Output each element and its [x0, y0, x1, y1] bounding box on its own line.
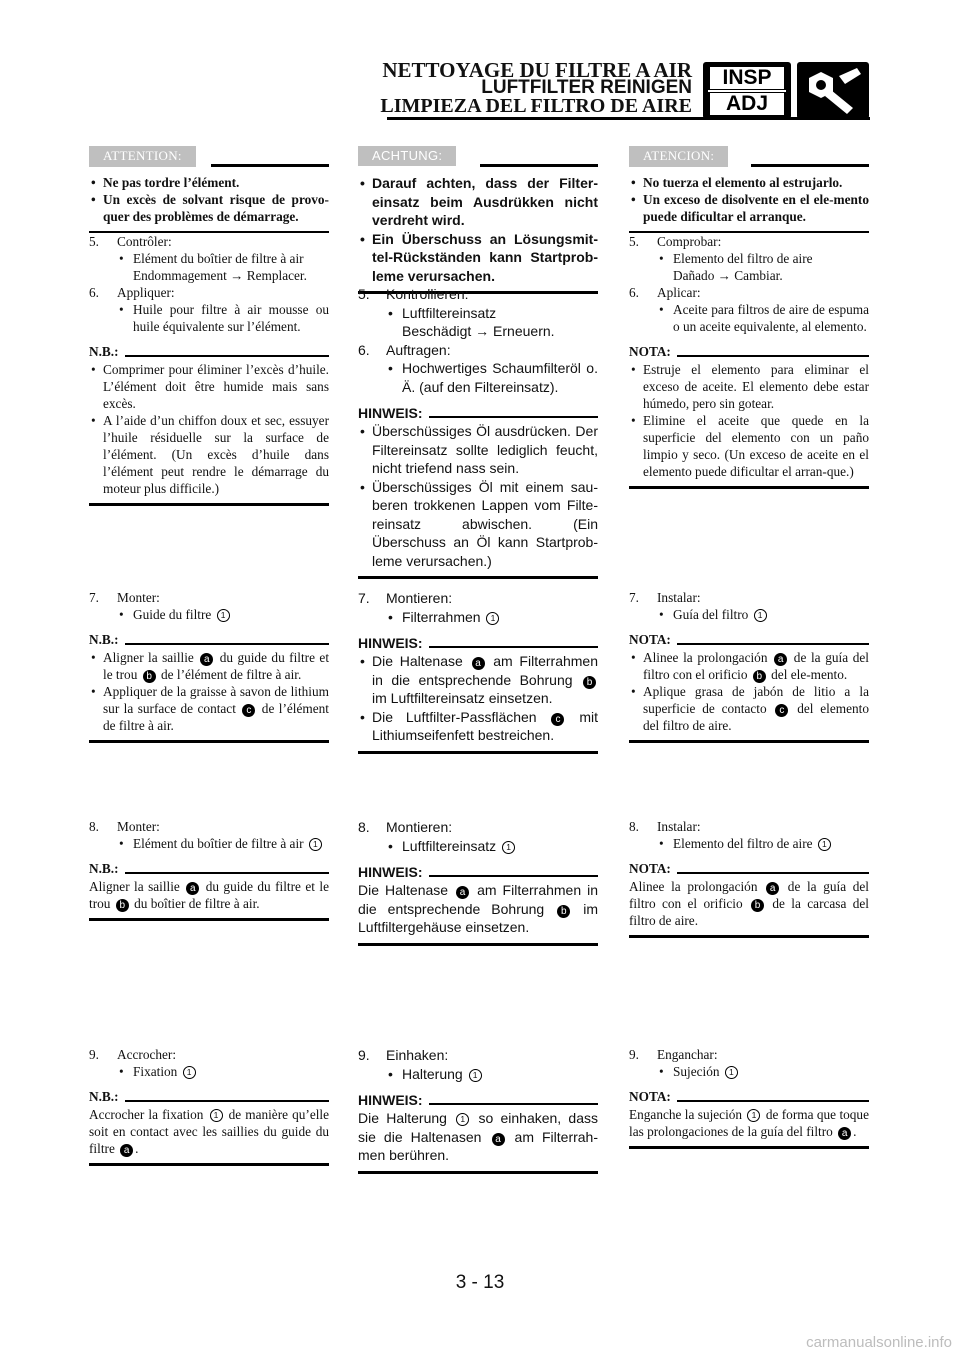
es-warning-1: • No tuerza el elemento al estrujarlo. [629, 174, 869, 191]
fr-attention-label: ATTENTION: [89, 146, 196, 167]
de-steps-5-6: 5. Kontrollieren: • Luftfiltereinsatz Beschädigt → Erneuern. 6. Auftragen: • Hochwertiges Schaumfilteröl o. Ä. (auf den Filtereinsatz). HINWEIS: • Überschüssiges Öl ausdrücken. Der Filtereinsatz sollte lediglich feucht, nicht triefend nass sein. • Überschüssiges Öl mit einem sau-beren trokkenen Lappen vom Filte-reinsatz abwischen. (Ein Überschuss an Öl kann Startprob-leme verursachen.) [358, 285, 598, 579]
de-step8: 8. Montieren: • Luftfiltereinsatz 1 HINWEIS: Die Haltenase a am Filterrahmen in die entsprechende Bohrung b im Luftfiltergehäuse einsetzen. [358, 818, 598, 946]
fr-step5-title: Contrôler: [117, 234, 172, 249]
badge-insp: INSP [710, 67, 784, 89]
title-de: LUFTFILTER REINIGEN [481, 77, 692, 98]
fr-step6-item: • Huile pour filtre à air mousse ou huile équivalente sur l’élément. [117, 301, 329, 335]
es-steps-5-6: 5. Comprobar: • Elemento del filtro de aire Dañado → Cambiar. 6. Aplicar: • Aceite para filtros de aire de espuma o un aceite equivalente, al elemento. NOTA: • Estruje el elemento para eliminar el exceso de aceite. El elemento debe estar húmedo, pero sin gotear. • Elimine el aceite que quede en la superficie del elemento con un paño limpio y seco. (Un exceso de aceite en el elemento puede dificultar el arran-que.) [629, 233, 869, 489]
title-es: LIMPIEZA DEL FILTRO DE AIRE [380, 95, 692, 117]
es-nota-label: NOTA: [629, 343, 677, 360]
fr-nb-label: N.B.: [89, 343, 125, 360]
callout-1-icon: 1 [309, 838, 322, 851]
es-atencion-block [629, 146, 869, 233]
fr-nb6-2: • A l’aide d’un chiffon doux et sec, essuyer l’huile résiduelle sur la surface de l’élément. (Un excès d’huile dans l’élément peut rendre le démarrage du moteur plus difficile.) [89, 412, 329, 497]
fr-step5-item: • Elément du boîtier de filtre à air [117, 250, 329, 267]
fr-steps-5-6: 5. Contrôler: • Elément du boîtier de filtre à air Endommagement → Remplacer. 6. Appliquer: • Huile pour filtre à air mousse ou huile équivalente sur l’élément. N.B.: • Comprimer pour éliminer l’excès d’huile. L’élément doit être humide mais sans excès. • A l’aide d’un chiffon doux et sec, essuyer l’huile résiduelle sur la surface de l’élément. (Un excès d’huile dans l’élément peut rendre le démarrage du moteur plus difficile.) [89, 233, 329, 506]
de-achtung-label: ACHTUNG: [358, 146, 456, 166]
page-number: 3 - 13 [455, 1272, 505, 1293]
fr-warning-2: • Un excès de solvant risque de provo-quer des problèmes de démarrage. [89, 191, 329, 225]
watermark: carmanualsonline.info [806, 1334, 952, 1351]
callout-b-icon: b [116, 899, 129, 912]
fr-nb6-1: • Comprimer pour éliminer l’excès d’huile. L’élément doit être humide mais sans excès. [89, 361, 329, 412]
de-step9: 9. Einhaken: • Halterung 1 HINWEIS: Die Halterung 1 so einhaken, dass sie die Haltenasen a am Filterrah-men berühren. [358, 1046, 598, 1174]
fr-step6-title: Appliquer: [117, 285, 175, 300]
callout-1-icon: 1 [217, 609, 230, 622]
fr-attention-block [89, 146, 329, 233]
es-warning-2: • Un exceso de disolvente en el ele-mento puede dificultar el arranque. [629, 191, 869, 225]
badge-adj: ADJ [710, 93, 784, 115]
callout-1-icon: 1 [183, 1066, 196, 1079]
de-warning-1: • Darauf achten, dass der Filter-einsatz beim Ausdrükken nicht verdreht wird. [358, 174, 598, 230]
de-step7: 7. Montieren: • Filterrahmen 1 HINWEIS: • Die Haltenase a am Filterrahmen in die entsprechende Bohrung b im Luftfiltereinsatz einsetzen. • Die Luftfilter-Passflächen c mit Lithiumseifenfett bestreichen. [358, 589, 598, 754]
es-step7: 7. Instalar: • Guía del filtro 1 NOTA: • Alinee la prolongación a de la guía del filtro con el orificio b del ele-mento. • Aplique grasa de jabón de litio a la superficie de contacto c del elemento del filtro de aire. [629, 589, 869, 743]
es-atencion-label: ATENCION: [629, 146, 728, 167]
callout-b-icon: b [143, 670, 156, 683]
callout-c-icon: c [242, 704, 255, 717]
insp-adj-badge [703, 62, 791, 119]
es-step8: 8. Instalar: • Elemento del filtro de aire 1 NOTA: Alinee la prolongación a de la guía del filtro con el orificio b de la carcasa del filtro de aire. [629, 818, 869, 938]
fr-step8: 8. Monter: • Elément du boîtier de filtre à air 1 N.B.: Aligner la saillie a du guide du filtre et le trou b du boîtier de filtre à air. [89, 818, 329, 921]
de-hinweis-label: HINWEIS: [358, 404, 429, 423]
callout-a-icon: a [186, 882, 199, 895]
wrench-tool-icon [797, 62, 869, 119]
es-step9: 9. Enganchar: • Sujeción 1 NOTA: Enganche la sujeción 1 de forma que toque las prolongaciones de la guía del filtro a . [629, 1046, 869, 1149]
title-fr: NETTOYAGE DU FILTRE A AIR [382, 58, 692, 82]
de-warning-2: • Ein Überschuss an Lösungsmit-tel-Rückständen kann Startprob-leme verursachen. [358, 230, 598, 286]
fr-warning-1: • Ne pas tordre l’élément. [89, 174, 329, 191]
fr-step7: 7. Monter: • Guide du filtre 1 N.B.: • Aligner la saillie a du guide du filtre et le trou b de l’élément de filtre à air. • Appliquer de la graisse à savon de lithium sur la surface de contact c de l’élément de filtre à air. [89, 589, 329, 743]
fr-step9: 9. Accrocher: • Fixation 1 N.B.: Accrocher la fixation 1 de manière qu’elle soit en contact avec les saillies du guide du filtre a . [89, 1046, 329, 1166]
de-achtung-block [358, 146, 598, 294]
fr-step5-result: Endommagement → Remplacer. [133, 268, 307, 283]
callout-a-icon: a [200, 653, 213, 666]
